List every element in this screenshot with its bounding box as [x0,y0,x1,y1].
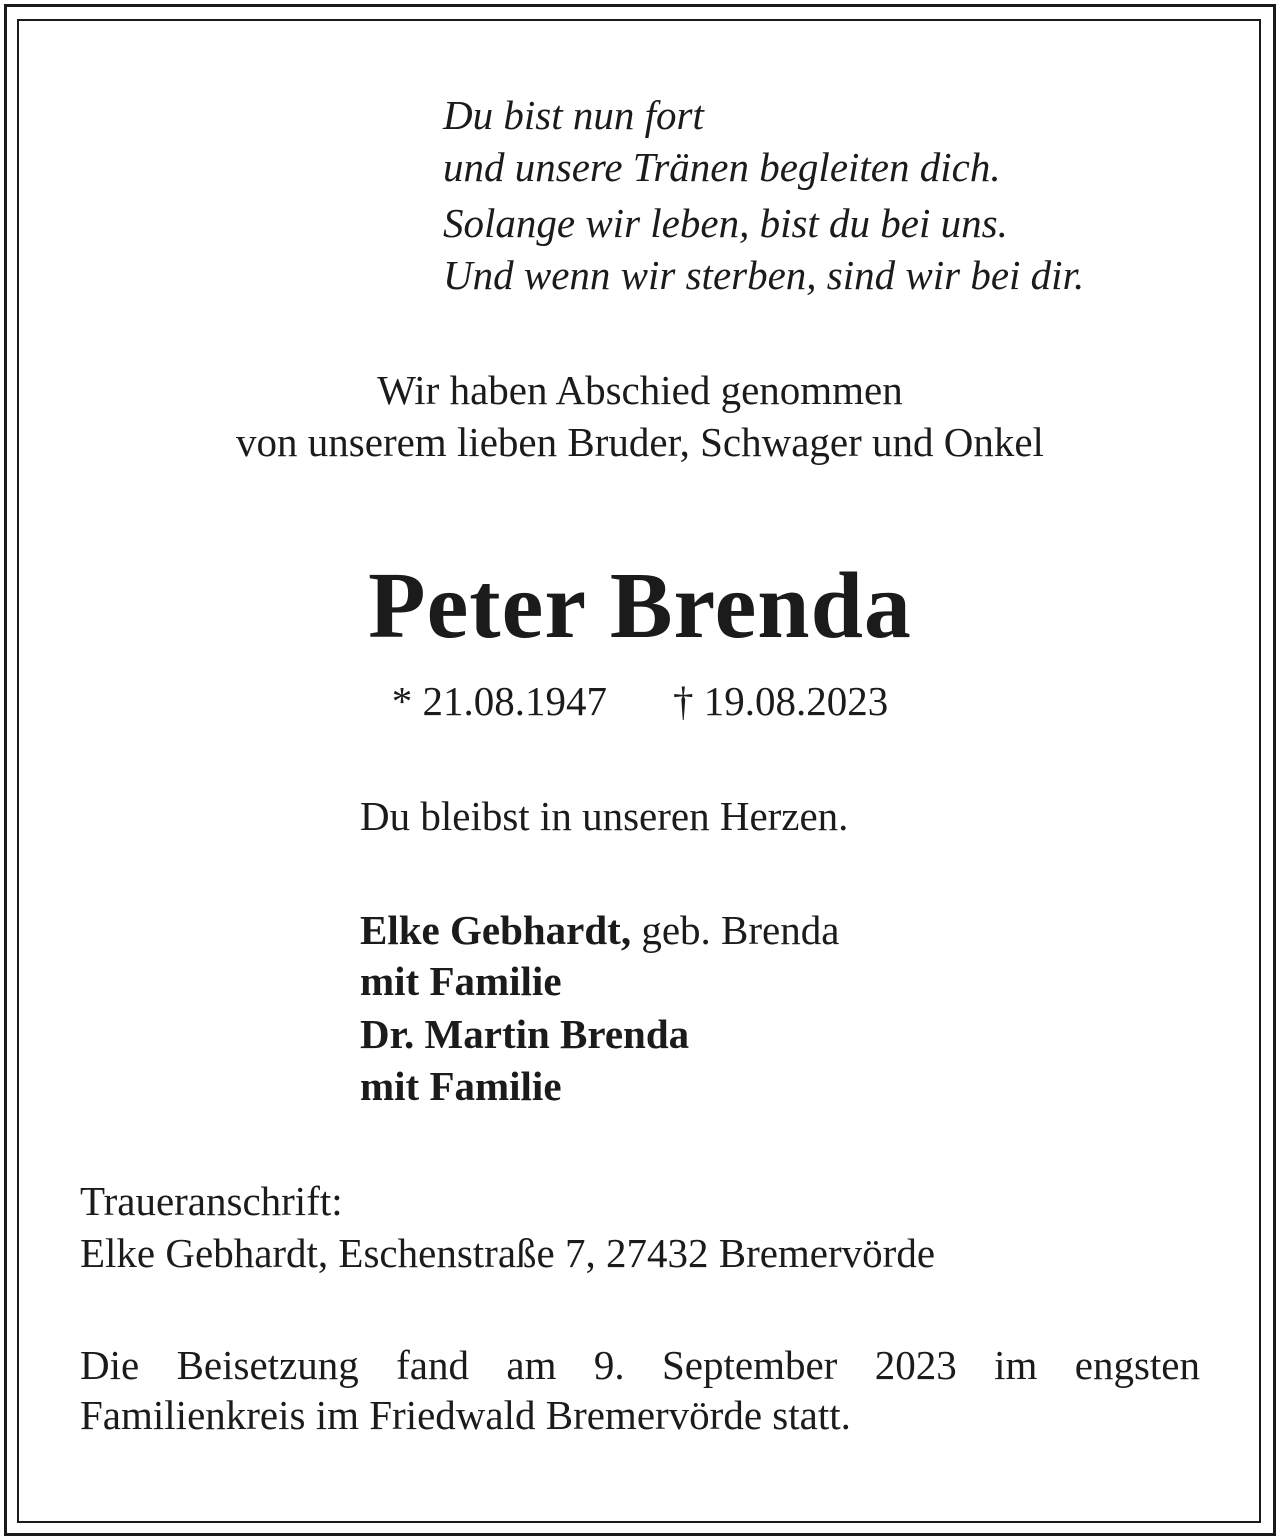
signer-line-3 [360,1011,690,1057]
address-label: Traueranschrift: [80,1178,343,1224]
intro-line-2: von unserem lieben Bruder, Schwager und Onkel [236,419,1044,465]
poem-line-3: Solange wir leben, bist du bei uns. [443,200,1008,246]
life-dates [0,678,1280,724]
signer-name: mit Familie [360,958,562,1004]
deceased-name: Peter Brenda [368,554,912,658]
address-line: Elke Gebhardt, Eschenstraße 7, 27432 Bremervörde [80,1230,936,1276]
signer-name: mit Familie [360,1063,562,1109]
signer-note: geb. Brenda [631,907,840,953]
signer-name: Elke Gebhardt, [360,907,632,953]
death-date: † 19.08.2023 [673,678,889,724]
signer-line-1 [360,907,840,953]
signer-line-4 [360,1063,562,1109]
burial-line-2: Familienkreis im Friedwald Bremervörde statt. [80,1392,851,1438]
birth-date: * 21.08.1947 [391,678,607,724]
burial-notice [80,1340,1200,1440]
poem-line-2: und unsere Tränen begleiten dich. [443,144,1001,190]
intro-line-1: Wir haben Abschied genommen [377,367,903,413]
poem-line-4: Und wenn wir sterben, sind wir bei dir. [443,252,1085,298]
motto: Du bleibst in unseren Herzen. [360,793,849,839]
poem-line-1: Du bist nun fort [443,92,704,138]
burial-line-1: Die Beisetzung fand am 9. September 2023 im engsten [80,1342,1200,1388]
signer-line-2 [360,958,562,1004]
signer-name: Dr. Martin Brenda [360,1011,690,1057]
